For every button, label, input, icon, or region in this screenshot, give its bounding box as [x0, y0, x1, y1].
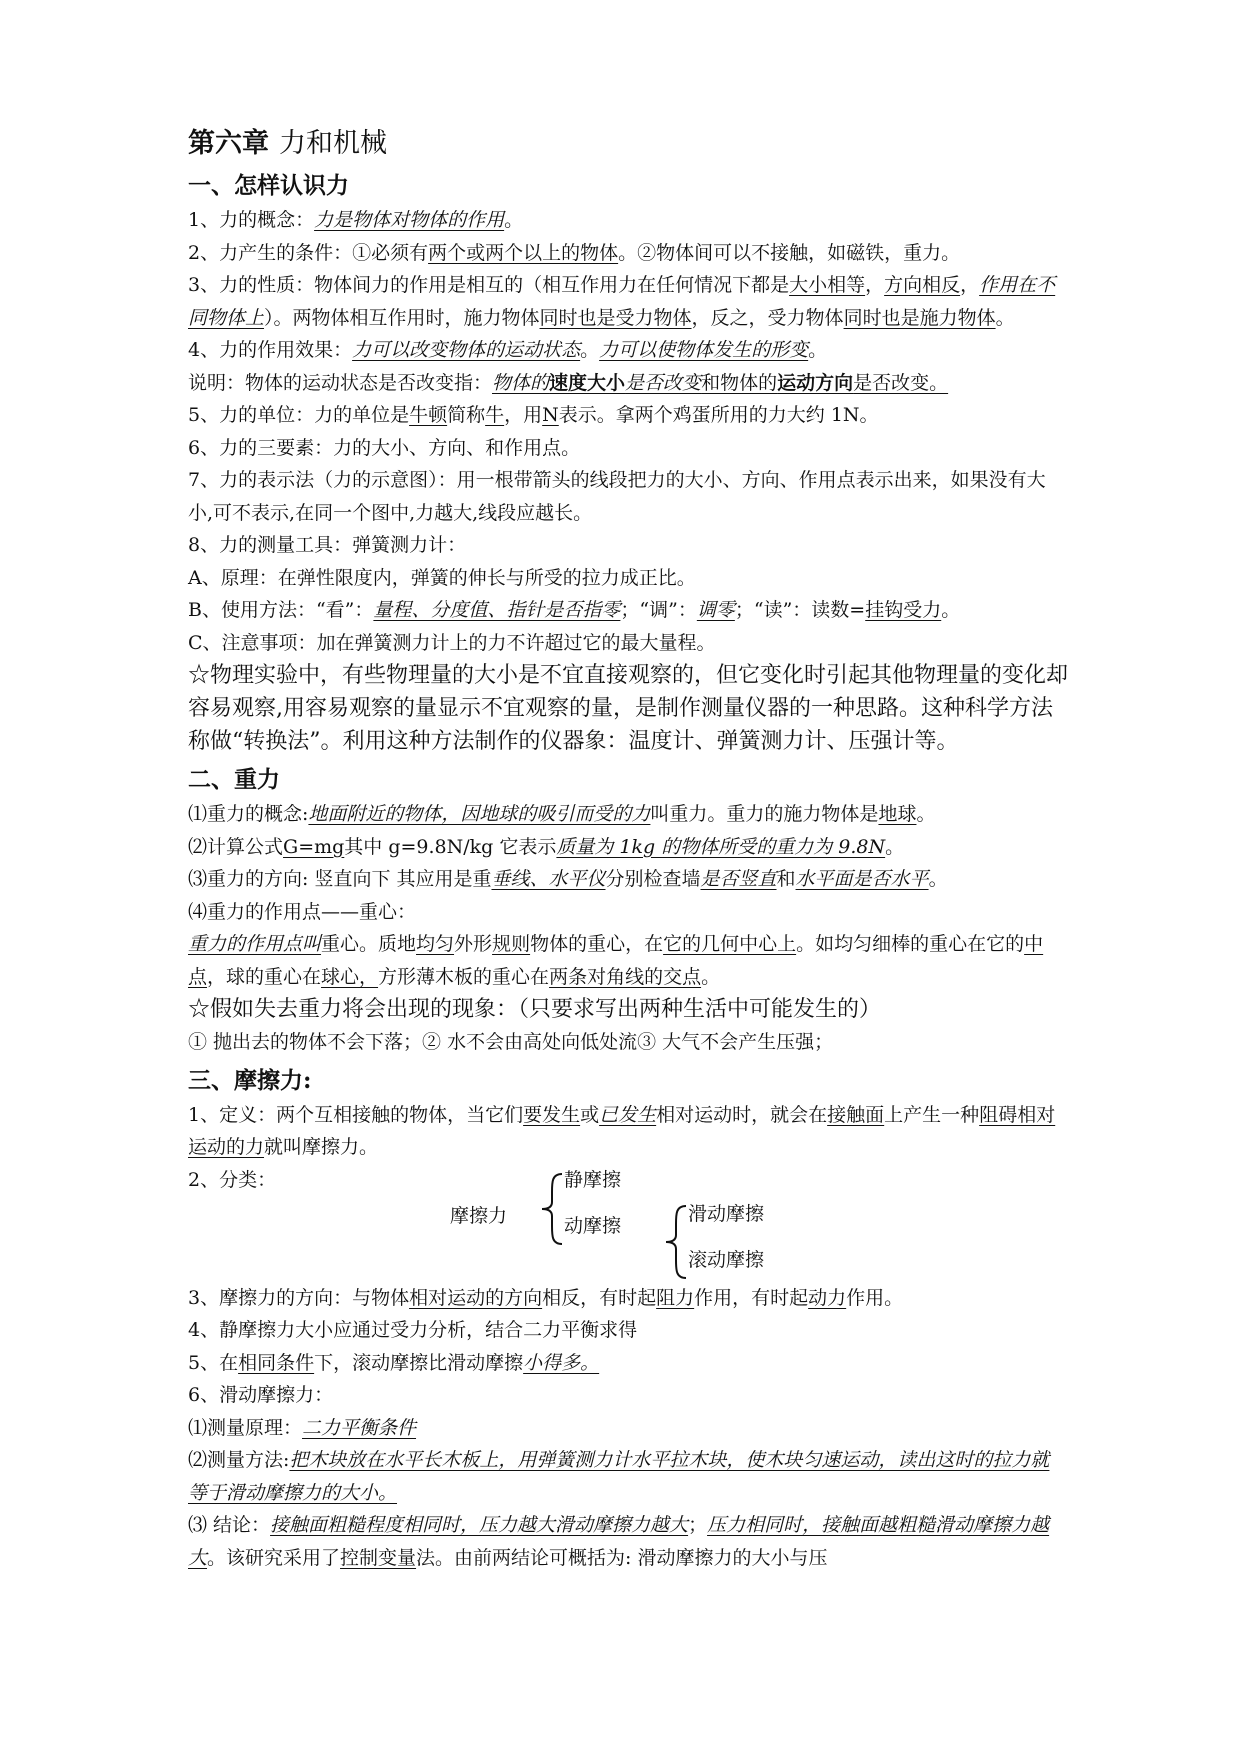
paragraph-no-gravity: ☆假如失去重力将会出现的现象：（只要求写出两种生活中可能发生的） — [188, 997, 882, 1022]
static-friction-label: 静摩擦 — [564, 1168, 622, 1191]
paragraph-measure-method: ⑵测量方法:把木块放在水平长木板上，用弹簧测力计水平拉木块，使木块匀速运动，读出这时的拉力就等于滑动摩擦力的大小。 — [188, 1449, 1050, 1504]
paragraph-friction-direction: 3、摩擦力的方向：与物体相对运动的方向相反，有时起阻力作用，有时起动力作用。 — [188, 1286, 904, 1309]
paragraph-principle: A、原理：在弹性限度内，弹簧的伸长与所受的拉力成正比。 — [188, 566, 696, 589]
left-brace-icon — [540, 1172, 564, 1246]
paragraph-gravity-concept: ⑴重力的概念:地面附近的物体，因地球的吸引而受的力叫重力。重力的施力物体是地球。 — [188, 803, 936, 825]
paragraph-center-of-gravity-detail: 重力的作用点叫重心。质地均匀外形规则物体的重心，在它的几何中心上。如均匀细棒的重心在它的中点，球的重心在球心，方形薄木板的重心在两条对角线的交点。 — [188, 933, 1044, 988]
paragraph-force-diagram: 7、力的表示法（力的示意图）：用一根带箭头的线段把力的大小、方向、作用点表示出来，如果没有大小,可不表示,在同一个图中,力越大,线段应越长。 — [188, 469, 1046, 524]
chapter-title: 第六章 力和机械 — [188, 128, 387, 159]
paragraph-force-concept: 1、力的概念：力是物体对物体的作用。 — [188, 209, 524, 231]
paragraph-force-unit: 5、力的单位：力的单位是牛顿简称牛，用N表示。拿两个鸡蛋所用的力大约 1N。 — [188, 404, 879, 426]
paragraph-force-condition: 2、力产生的条件：①必须有两个或两个以上的物体。②物体间可以不接触，如磁铁，重力。 — [188, 241, 961, 264]
paragraph-force-nature: 3、力的性质：物体间力的作用是相互的（相互作用力在任何情况下都是大小相等，方向相反，作用在不同物体上）。两物体相互作用时，施力物体同时也是受力物体，反之，受力物体同时也是施力物体。 — [188, 274, 1056, 329]
document-content — [188, 124, 1068, 1574]
friction-classification-diagram — [188, 1164, 1068, 1282]
paragraph-friction-definition: 1、定义：两个互相接触的物体，当它们要发生或已发生相对运动时，就会在接触面上产生一种阻碍相对运动的力就叫摩擦力。 — [188, 1103, 1056, 1158]
dynamic-friction-label: 动摩擦 — [564, 1214, 622, 1237]
rolling-friction-label: 滚动摩擦 — [688, 1248, 765, 1271]
paragraph-gravity-direction: ⑶重力的方向: 竖直向下 其应用是重垂线、水平仪分别检查墙是否竖直和水平面是否水平。 — [188, 868, 948, 890]
paragraph-force-effect: 4、力的作用效果：力可以改变物体的运动状态。力可以使物体发生的形变。 — [188, 339, 828, 361]
paragraph-usage: B、使用方法：“看”：量程、分度值、指针是否指零；“调”：调零；“读”：读数=挂钩受力。 — [188, 599, 961, 621]
paragraph-center-of-gravity: ⑷重力的作用点——重心： — [188, 900, 417, 923]
paragraph-conversion-method: ☆物理实验中，有些物理量的大小是不宜直接观察的，但它变化时引起其他物理量的变化却容易观察,用容易观察的量显示不宜观察的量，是制作测量仪器的一种思路。这种科学方法称做“转换法”。利用这种方法制作的仪器象：温度计、弹簧测力计、压强计等。 — [188, 663, 1069, 754]
sliding-friction-label: 滑动摩擦 — [688, 1202, 765, 1225]
paragraph-sliding-friction: 6、滑动摩擦力： — [188, 1384, 334, 1406]
paragraph-rolling-vs-sliding: 5、在相同条件下，滚动摩擦比滑动摩擦小得多。 — [188, 1351, 600, 1374]
paragraph-no-gravity-examples: ① 抛出去的物体不会下落；② 水不会由高处向低处流③ 大气不会产生压强； — [188, 1031, 834, 1053]
section-heading-friction: 三、摩擦力: — [188, 1066, 312, 1094]
paragraph-measuring-tool: 8、力的测量工具：弹簧测力计： — [188, 534, 467, 556]
classification-label: 2、分类： — [188, 1168, 277, 1191]
right-brace-icon — [664, 1204, 688, 1280]
paragraph-three-elements: 6、力的三要素：力的大小、方向、和作用点。 — [188, 436, 581, 459]
paragraph-conclusion: ⑶ 结论：接触面粗糙程度相同时，压力越大滑动摩擦力越大；压力相同时，接触面越粗糙滑动摩擦力越大。该研究采用了控制变量法。由前两结论可概括为: 滑动摩擦力的大小与压 — [188, 1514, 1050, 1569]
paragraph-motion-state-note: 说明：物体的运动状态是否改变指：物体的速度大小是否改变和物体的运动方向是否改变。 — [188, 371, 949, 394]
section-heading-force: 一、怎样认识力 — [188, 172, 349, 199]
friction-root-label: 摩擦力 — [450, 1204, 508, 1227]
paragraph-precautions: C、注意事项：加在弹簧测力计上的力不许超过它的最大量程。 — [188, 631, 716, 654]
paragraph-measure-principle: ⑴测量原理：二力平衡条件 — [188, 1416, 417, 1439]
section-heading-gravity: 二、重力 — [188, 766, 280, 793]
paragraph-static-friction: 4、静摩擦力大小应通过受力分析，结合二力平衡求得 — [188, 1319, 638, 1341]
paragraph-gravity-formula: ⑵计算公式G=mg其中 g=9.8N/kg 它表示质量为 1kg 的物体所受的重力为 9.8N。 — [188, 835, 905, 858]
